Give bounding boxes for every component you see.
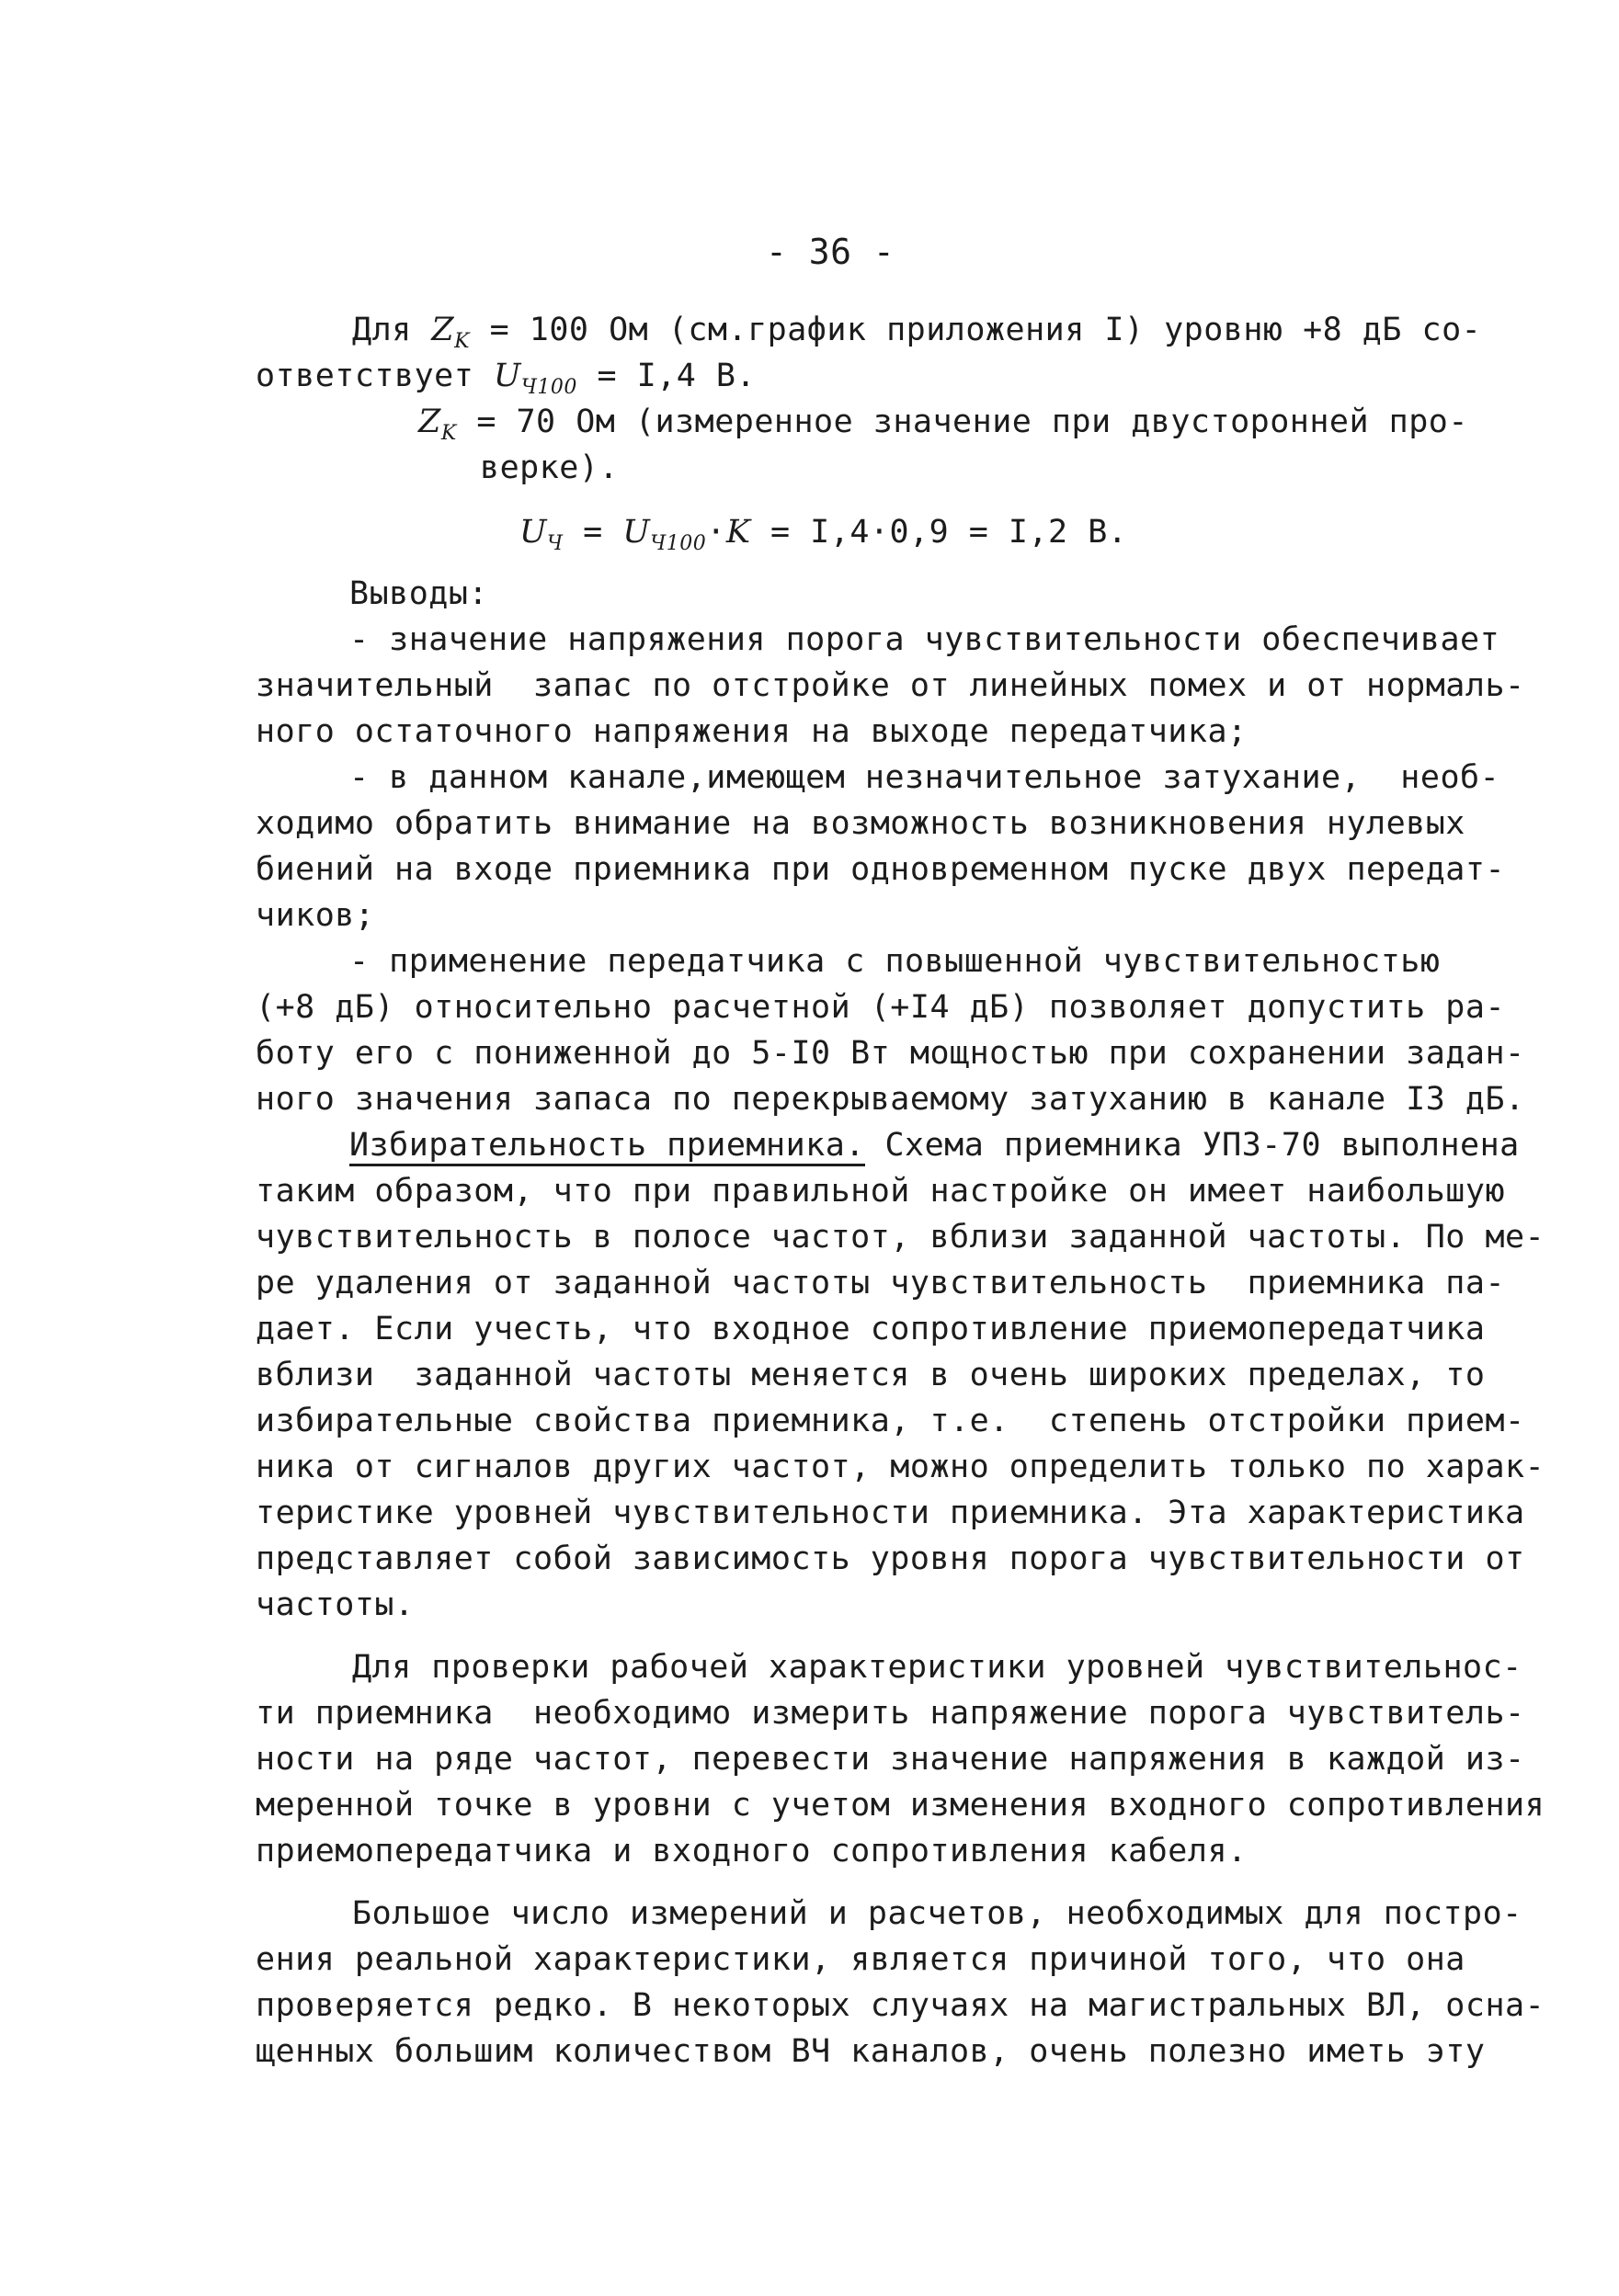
text-line-21: дает. Если учесть, что входное сопротивление приемопередатчика xyxy=(256,1311,1486,1347)
section-heading: Избирательность приемника. xyxy=(349,1127,865,1166)
text-line-2 xyxy=(256,354,756,403)
text-line-7: значительный запас по отстройке от линейных помех и от нормаль- xyxy=(256,667,1525,704)
text-line-16: ного значения запаса по перекрываемому затуханию в канале I3 дБ. xyxy=(256,1081,1525,1118)
text-line-3 xyxy=(418,400,1468,449)
formula-u: $U_Ч$ xyxy=(519,514,564,555)
text-line-4: верке). xyxy=(480,449,620,486)
text-fragment: = xyxy=(563,514,623,551)
text-line-18: таким образом, что при правильной настройке он имеет наибольшую xyxy=(256,1173,1506,1210)
text-line-10: ходимо обратить внимание на возможность возникновения нулевых xyxy=(256,805,1465,842)
text-line-26: представляет собой зависимость уровня порога чувствительности от xyxy=(256,1540,1525,1577)
text-line-28: Для проверки рабочей характеристики уровней чувствительнос- xyxy=(352,1649,1522,1686)
text-line-30: ности на ряде частот, перевести значение напряжения в каждой из- xyxy=(256,1741,1525,1778)
text-fragment: · xyxy=(706,514,726,551)
formula-line xyxy=(519,510,1127,559)
text-line-34: ения реальной характеристики, является причиной того, что она xyxy=(256,1941,1465,1978)
formula-zk: $Z_K$ xyxy=(431,312,471,353)
formula-k: K xyxy=(725,514,751,551)
text-line-13: - применение передатчика с повышенной чувствительностью xyxy=(349,943,1441,980)
text-line-22: вблизи заданной частоты меняется в очень широких пределах, то xyxy=(256,1357,1486,1393)
text-fragment: = I,4 В. xyxy=(576,358,757,394)
text-line-24: ника от сигналов других частот, можно определить только по харак- xyxy=(256,1449,1545,1485)
page-number: - 36 - xyxy=(766,232,895,272)
text-line-19: чувствительность в полосе частот, вблизи заданной частоты. По ме- xyxy=(256,1219,1545,1256)
text-line-6: - значение напряжения порога чувствительности обеспечивает xyxy=(349,621,1500,658)
text-line-20: ре удаления от заданной частоты чувствительность приемника па- xyxy=(256,1265,1506,1301)
text-line-29: ти приемника необходимо измерить напряжение порога чувствитель- xyxy=(256,1695,1525,1732)
text-fragment: Схема приемника УПЗ-70 выполнена xyxy=(864,1127,1520,1164)
text-fragment: = 70 Ом (измеренное значение при двусторонней про- xyxy=(456,404,1468,440)
text-line-25: теристике уровней чувствительности приемника. Эта характеристика xyxy=(256,1495,1525,1531)
text-line-27: частоты. xyxy=(256,1586,415,1623)
text-line-11: биений на входе приемника при одновременном пуске двух передат- xyxy=(256,851,1506,888)
text-line-33: Большое число измерений и расчетов, необходимых для постро- xyxy=(352,1895,1522,1932)
text-fragment: Для xyxy=(352,312,432,348)
text-line-32: приемопередатчика и входного сопротивления кабеля. xyxy=(256,1833,1248,1870)
text-fragment: ответствует xyxy=(256,358,494,394)
formula-zk: $Z_K$ xyxy=(418,404,457,445)
text-line-36: щенных большим количеством ВЧ каналов, очень полезно иметь эту xyxy=(256,2033,1486,2070)
text-line-1 xyxy=(352,308,1481,357)
text-line-23: избирательные свойства приемника, т.е. степень отстройки прием- xyxy=(256,1403,1525,1439)
text-line-15: боту его с пониженной до 5-I0 Вт мощностью при сохранении задан- xyxy=(256,1035,1525,1072)
text-line-5: Выводы: xyxy=(349,575,489,612)
text-line-8: ного остаточного напряжения на выходе передатчика; xyxy=(256,713,1248,750)
text-line-12: чиков; xyxy=(256,897,375,934)
text-line-17 xyxy=(349,1123,1520,1167)
text-line-35: проверяется редко. В некоторых случаях на магистральных ВЛ, осна- xyxy=(256,1987,1545,2024)
text-fragment: = 100 Ом (см.график приложения I) уровню +8 дБ со- xyxy=(470,312,1482,348)
text-line-14: (+8 дБ) относительно расчетной (+I4 дБ) позволяет допустить ра- xyxy=(256,989,1506,1026)
text-fragment: = I,4·0,9 = I,2 В. xyxy=(750,514,1128,551)
formula-u100: $U_{Ч100}$ xyxy=(493,358,577,399)
formula-u100: $U_{Ч100}$ xyxy=(622,514,707,555)
text-line-9: - в данном канале,имеющем незначительное затухание, необ- xyxy=(349,759,1500,796)
text-line-31: меренной точке в уровни с учетом изменения входного сопротивления xyxy=(256,1787,1545,1824)
